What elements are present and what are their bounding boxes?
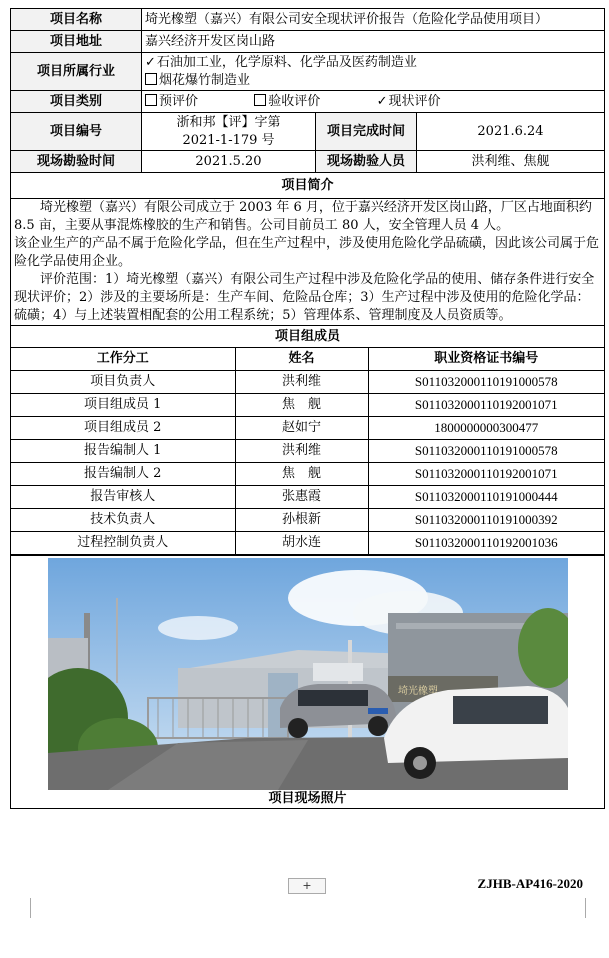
category-options	[142, 91, 605, 113]
team-table	[11, 348, 604, 555]
intro-paragraph-3: 评价范围：1）埼光橡塑（嘉兴）有限公司生产过程中涉及危险化学品的使用、储存条件进行安全现状评价；2）涉及的主要场所是：生产车间、危险品仓库；3）生产过程中涉及使用的危险化学品：硫磺；4）与上述装置相配套的公用工程系统；5）管理体系、管理制度及人员资质等。	[14, 272, 595, 323]
team-title: 项目组成员	[11, 326, 605, 348]
team-cert: S011032000110191000392	[368, 509, 604, 532]
intro-paragraph-1: 埼光橡塑（嘉兴）有限公司成立于 2003 年 6 月，位于嘉兴经济开发区岗山路，厂区占地面积约 8.5 亩，主要从事混炼橡胶的生产和销售。公司目前员工 80 人，安全管理人员 4 人。	[14, 200, 592, 233]
team-role: 报告审核人	[11, 486, 235, 509]
team-role: 报告编制人 1	[11, 440, 235, 463]
photo-caption: 项目现场照片	[268, 791, 347, 806]
team-name: 焦 舰	[235, 463, 368, 486]
industry-options	[142, 53, 605, 91]
table-row	[11, 463, 604, 486]
table-row	[11, 486, 604, 509]
team-header-name: 姓名	[235, 348, 368, 371]
table-row	[11, 417, 604, 440]
checkmark-icon: ✓	[376, 93, 388, 109]
category-option-current: ✓现状评价	[376, 93, 441, 109]
industry-option-checked: ✓石油加工业，化学原料、化学品及医药制造业	[145, 54, 417, 70]
document-code: ZJHB-AP416-2020	[477, 876, 583, 891]
label-project-address: 项目地址	[11, 31, 142, 53]
team-role: 报告编制人 2	[11, 463, 235, 486]
team-name: 孙根新	[235, 509, 368, 532]
page-corner-mark-left	[10, 898, 31, 918]
label-category: 项目类别	[11, 91, 142, 113]
team-role: 项目组成员 1	[11, 394, 235, 417]
checkbox-icon	[145, 94, 157, 106]
team-cert: S011032000110192001036	[368, 532, 604, 555]
project-name: 埼光橡塑（嘉兴）有限公司安全现状评价报告（危险化学品使用项目）	[142, 9, 605, 31]
checkbox-icon	[145, 73, 157, 85]
team-name: 赵如宁	[235, 417, 368, 440]
site-photo-image	[48, 558, 568, 790]
table-row	[11, 509, 604, 532]
table-row	[11, 371, 604, 394]
team-role: 项目负责人	[11, 371, 235, 394]
factory-sign: 埼光橡塑	[397, 686, 438, 697]
project-number: 浙和邦【评】字第 2021-1-179 号	[142, 113, 316, 151]
team-section	[11, 348, 605, 556]
team-cert: S011032000110191000444	[368, 486, 604, 509]
table-row	[11, 440, 604, 463]
photo-section	[11, 556, 605, 809]
team-cert: 1800000000300477	[368, 417, 604, 440]
checkmark-icon: ✓	[145, 54, 156, 70]
team-role: 技术负责人	[11, 509, 235, 532]
project-address: 嘉兴经济开发区岗山路	[142, 31, 605, 53]
team-name: 焦 舰	[235, 394, 368, 417]
team-name: 洪利维	[235, 440, 368, 463]
page-corner-mark-right	[585, 898, 606, 918]
team-cert: S011032000110191000578	[368, 371, 604, 394]
intro-body	[11, 199, 605, 326]
team-role: 项目组成员 2	[11, 417, 235, 440]
table-row	[11, 532, 604, 555]
intro-title: 项目简介	[11, 173, 605, 199]
label-project-number: 项目编号	[11, 113, 142, 151]
category-option-accept: 验收评价	[254, 94, 320, 109]
category-option-pre: 预评价	[145, 94, 198, 109]
label-survey-time: 现场勘验时间	[11, 151, 142, 173]
intro-paragraph-2: 该企业生产的产品不属于危险化学品，但在生产过程中，涉及使用危险化学品硫磺，因此该公司属于危险化学品使用企业。	[14, 236, 600, 269]
table-row	[11, 394, 604, 417]
team-cert: S011032000110192001071	[368, 394, 604, 417]
label-project-name: 项目名称	[11, 9, 142, 31]
label-surveyors: 现场勘验人员	[316, 151, 417, 173]
team-name: 胡水连	[235, 532, 368, 555]
survey-time: 2021.5.20	[142, 151, 316, 173]
team-name: 张惠霞	[235, 486, 368, 509]
completion-date: 2021.6.24	[417, 113, 605, 151]
label-industry: 项目所属行业	[11, 53, 142, 91]
project-info-table	[10, 8, 605, 809]
team-role: 过程控制负责人	[11, 532, 235, 555]
team-header-role: 工作分工	[11, 348, 235, 371]
industry-option-unchecked: 烟花爆竹制造业	[145, 72, 601, 90]
team-cert: S011032000110192001071	[368, 463, 604, 486]
team-header-cert: 职业资格证书编号	[368, 348, 604, 371]
add-row-button[interactable]: +	[288, 878, 326, 894]
team-name: 洪利维	[235, 371, 368, 394]
team-cert: S011032000110191000578	[368, 440, 604, 463]
label-completion-time: 项目完成时间	[316, 113, 417, 151]
team-header-row	[11, 348, 604, 371]
surveyors: 洪利维、焦舰	[417, 151, 605, 173]
report-page	[10, 8, 604, 809]
checkbox-icon	[254, 94, 266, 106]
site-photo	[48, 558, 568, 790]
